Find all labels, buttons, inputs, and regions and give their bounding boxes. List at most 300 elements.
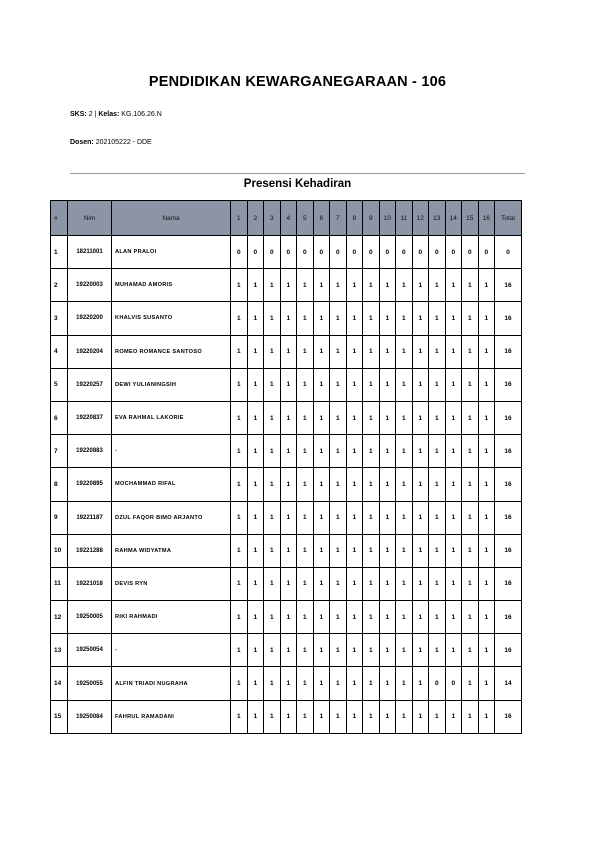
attendance-mark: 1 — [363, 634, 380, 667]
attendance-mark: 1 — [330, 567, 347, 600]
student-nim: 19221288 — [68, 534, 112, 567]
attendance-mark: 0 — [346, 236, 363, 269]
attendance-mark: 0 — [429, 667, 446, 700]
attendance-mark: 1 — [346, 601, 363, 634]
attendance-mark: 1 — [231, 501, 248, 534]
table-row — [51, 269, 522, 302]
column-header: 3 — [264, 201, 281, 236]
student-nim: 19250005 — [68, 601, 112, 634]
attendance-mark: 1 — [280, 269, 297, 302]
attendance-mark: 0 — [247, 236, 264, 269]
attendance-mark: 1 — [297, 468, 314, 501]
attendance-mark: 1 — [231, 368, 248, 401]
attendance-mark: 1 — [313, 601, 330, 634]
attendance-mark: 1 — [297, 700, 314, 733]
attendance-mark: 1 — [264, 269, 281, 302]
attendance-mark: 1 — [297, 634, 314, 667]
attendance-mark: 1 — [264, 468, 281, 501]
attendance-mark: 1 — [313, 269, 330, 302]
attendance-mark: 1 — [445, 368, 462, 401]
attendance-mark: 1 — [462, 335, 479, 368]
attendance-mark: 1 — [330, 601, 347, 634]
attendance-mark: 1 — [346, 667, 363, 700]
attendance-mark: 1 — [330, 468, 347, 501]
attendance-mark: 1 — [280, 667, 297, 700]
attendance-total: 16 — [495, 302, 522, 335]
attendance-mark: 1 — [330, 269, 347, 302]
attendance-mark: 1 — [379, 534, 396, 567]
table-row — [51, 335, 522, 368]
row-number: 13 — [51, 634, 68, 667]
student-name: ALAN PRALOI — [112, 236, 231, 269]
attendance-mark: 1 — [280, 601, 297, 634]
attendance-mark: 1 — [231, 700, 248, 733]
attendance-mark: 1 — [264, 335, 281, 368]
attendance-mark: 1 — [247, 501, 264, 534]
student-nim: 19221187 — [68, 501, 112, 534]
attendance-mark: 1 — [445, 501, 462, 534]
attendance-mark: 1 — [462, 401, 479, 434]
attendance-mark: 1 — [313, 700, 330, 733]
attendance-total: 16 — [495, 634, 522, 667]
attendance-mark: 1 — [412, 302, 429, 335]
attendance-mark: 1 — [280, 634, 297, 667]
attendance-mark: 1 — [462, 269, 479, 302]
column-header: 10 — [379, 201, 396, 236]
attendance-mark: 1 — [379, 302, 396, 335]
attendance-mark: 1 — [412, 401, 429, 434]
attendance-mark: 1 — [346, 269, 363, 302]
attendance-mark: 1 — [462, 634, 479, 667]
attendance-mark: 1 — [313, 534, 330, 567]
table-row — [51, 236, 522, 269]
student-nim: 19250084 — [68, 700, 112, 733]
attendance-mark: 1 — [462, 501, 479, 534]
attendance-mark: 1 — [379, 401, 396, 434]
attendance-mark: 0 — [313, 236, 330, 269]
attendance-total: 16 — [495, 567, 522, 600]
attendance-mark: 1 — [412, 435, 429, 468]
attendance-mark: 1 — [330, 534, 347, 567]
attendance-mark: 1 — [313, 667, 330, 700]
attendance-mark: 1 — [313, 368, 330, 401]
attendance-mark: 1 — [346, 335, 363, 368]
column-header: Total — [495, 201, 522, 236]
attendance-mark: 1 — [280, 700, 297, 733]
attendance-mark: 0 — [445, 236, 462, 269]
column-header: # — [51, 201, 68, 236]
row-number: 3 — [51, 302, 68, 335]
student-name: - — [112, 435, 231, 468]
attendance-mark: 1 — [462, 302, 479, 335]
attendance-mark: 1 — [412, 368, 429, 401]
attendance-mark: 1 — [297, 401, 314, 434]
attendance-mark: 1 — [445, 335, 462, 368]
attendance-mark: 1 — [429, 269, 446, 302]
attendance-mark: 1 — [346, 468, 363, 501]
attendance-total: 16 — [495, 435, 522, 468]
student-name: ROMEO ROMANCE SANTOSO — [112, 335, 231, 368]
column-header: 7 — [330, 201, 347, 236]
attendance-mark: 1 — [429, 700, 446, 733]
attendance-mark: 1 — [330, 435, 347, 468]
attendance-mark: 1 — [313, 567, 330, 600]
attendance-mark: 1 — [247, 634, 264, 667]
student-name: MUHAMAD AMORIS — [112, 269, 231, 302]
student-name: RIKI RAHMADI — [112, 601, 231, 634]
attendance-mark: 1 — [346, 534, 363, 567]
row-number: 11 — [51, 567, 68, 600]
attendance-mark: 1 — [379, 667, 396, 700]
attendance-mark: 1 — [462, 601, 479, 634]
attendance-mark: 1 — [330, 302, 347, 335]
attendance-mark: 1 — [297, 501, 314, 534]
kelas-value: KG.106.26.N — [121, 111, 162, 118]
attendance-mark: 1 — [396, 534, 413, 567]
attendance-mark: 1 — [264, 634, 281, 667]
attendance-mark: 1 — [445, 534, 462, 567]
attendance-mark: 1 — [363, 368, 380, 401]
attendance-mark: 1 — [478, 401, 495, 434]
column-header: 1 — [231, 201, 248, 236]
table-header-row — [51, 201, 522, 236]
student-nim: 18211001 — [68, 236, 112, 269]
attendance-mark: 1 — [396, 567, 413, 600]
attendance-total: 16 — [495, 368, 522, 401]
attendance-mark: 1 — [247, 401, 264, 434]
sks-value: 2 — [88, 111, 93, 118]
attendance-total: 16 — [495, 468, 522, 501]
attendance-total: 16 — [495, 401, 522, 434]
student-name: KHALVIS SUSANTO — [112, 302, 231, 335]
attendance-mark: 1 — [247, 269, 264, 302]
attendance-mark: 1 — [297, 335, 314, 368]
student-name: ALFIN TRIADI NUGRAHA — [112, 667, 231, 700]
attendance-mark: 1 — [363, 667, 380, 700]
attendance-mark: 1 — [429, 335, 446, 368]
attendance-mark: 1 — [396, 700, 413, 733]
attendance-mark: 1 — [330, 335, 347, 368]
attendance-mark: 1 — [363, 335, 380, 368]
student-nim: 19250055 — [68, 667, 112, 700]
row-number: 12 — [51, 601, 68, 634]
attendance-mark: 1 — [231, 601, 248, 634]
table-row — [51, 401, 522, 434]
attendance-mark: 1 — [379, 567, 396, 600]
attendance-mark: 1 — [429, 634, 446, 667]
attendance-mark: 1 — [330, 501, 347, 534]
attendance-mark: 1 — [462, 368, 479, 401]
attendance-mark: 1 — [346, 700, 363, 733]
row-number: 6 — [51, 401, 68, 434]
row-number: 8 — [51, 468, 68, 501]
attendance-total: 16 — [495, 700, 522, 733]
attendance-mark: 1 — [396, 468, 413, 501]
attendance-mark: 1 — [478, 601, 495, 634]
attendance-mark: 1 — [379, 368, 396, 401]
attendance-mark: 1 — [346, 567, 363, 600]
attendance-mark: 1 — [231, 567, 248, 600]
attendance-mark: 1 — [264, 601, 281, 634]
attendance-mark: 1 — [264, 401, 281, 434]
attendance-mark: 0 — [379, 236, 396, 269]
page-title: PENDIDIKAN KEWARGANEGARAAN - 106 — [148, 74, 447, 90]
attendance-mark: 1 — [445, 401, 462, 434]
table-row — [51, 468, 522, 501]
attendance-mark: 1 — [231, 667, 248, 700]
student-nim: 19220003 — [68, 269, 112, 302]
column-header: 2 — [247, 201, 264, 236]
row-number: 10 — [51, 534, 68, 567]
column-header: 15 — [462, 201, 479, 236]
student-name: - — [112, 634, 231, 667]
table-row — [51, 435, 522, 468]
attendance-mark: 1 — [412, 501, 429, 534]
column-header: 11 — [396, 201, 413, 236]
column-header: 8 — [346, 201, 363, 236]
attendance-mark: 1 — [280, 401, 297, 434]
attendance-mark: 1 — [462, 567, 479, 600]
attendance-mark: 1 — [280, 368, 297, 401]
attendance-mark: 1 — [478, 302, 495, 335]
attendance-mark: 1 — [379, 501, 396, 534]
attendance-mark: 1 — [231, 302, 248, 335]
attendance-mark: 1 — [346, 501, 363, 534]
attendance-mark: 0 — [231, 236, 248, 269]
attendance-mark: 1 — [445, 435, 462, 468]
attendance-mark: 1 — [478, 534, 495, 567]
attendance-mark: 1 — [247, 667, 264, 700]
attendance-mark: 1 — [379, 435, 396, 468]
attendance-mark: 0 — [412, 236, 429, 269]
table-row — [51, 634, 522, 667]
attendance-mark: 1 — [412, 534, 429, 567]
attendance-mark: 1 — [313, 302, 330, 335]
attendance-mark: 1 — [429, 501, 446, 534]
attendance-mark: 1 — [247, 534, 264, 567]
student-nim: 19220200 — [68, 302, 112, 335]
attendance-mark: 1 — [297, 601, 314, 634]
attendance-mark: 1 — [412, 634, 429, 667]
attendance-mark: 1 — [478, 335, 495, 368]
meta-separator: | — [94, 111, 97, 118]
attendance-mark: 1 — [396, 435, 413, 468]
attendance-mark: 1 — [280, 567, 297, 600]
attendance-total: 16 — [495, 335, 522, 368]
attendance-mark: 0 — [429, 236, 446, 269]
column-header: 4 — [280, 201, 297, 236]
student-nim: 19220895 — [68, 468, 112, 501]
attendance-mark: 1 — [379, 601, 396, 634]
attendance-mark: 1 — [297, 667, 314, 700]
attendance-mark: 0 — [330, 236, 347, 269]
attendance-mark: 1 — [445, 269, 462, 302]
attendance-mark: 1 — [429, 534, 446, 567]
attendance-mark: 1 — [330, 700, 347, 733]
attendance-mark: 1 — [264, 501, 281, 534]
attendance-mark: 1 — [478, 567, 495, 600]
student-nim: 19220837 — [68, 401, 112, 434]
attendance-mark: 1 — [231, 534, 248, 567]
student-nim: 19220883 — [68, 435, 112, 468]
row-number: 14 — [51, 667, 68, 700]
attendance-mark: 1 — [379, 468, 396, 501]
attendance-mark: 1 — [478, 269, 495, 302]
student-nim: 19220257 — [68, 368, 112, 401]
attendance-mark: 1 — [264, 435, 281, 468]
attendance-mark: 1 — [363, 435, 380, 468]
column-header: 5 — [297, 201, 314, 236]
attendance-mark: 1 — [429, 468, 446, 501]
attendance-mark: 1 — [363, 401, 380, 434]
attendance-mark: 1 — [429, 368, 446, 401]
attendance-mark: 1 — [313, 335, 330, 368]
row-number: 2 — [51, 269, 68, 302]
table-row — [51, 302, 522, 335]
section-title: Presensi Kehadiran — [243, 178, 352, 190]
table-row — [51, 534, 522, 567]
sks-label: SKS: — [70, 111, 87, 118]
kelas-label: Kelas: — [98, 111, 120, 118]
attendance-mark: 1 — [247, 435, 264, 468]
attendance-mark: 1 — [280, 468, 297, 501]
attendance-mark: 1 — [297, 269, 314, 302]
attendance-mark: 1 — [280, 335, 297, 368]
attendance-mark: 1 — [478, 468, 495, 501]
attendance-mark: 1 — [330, 401, 347, 434]
attendance-mark: 1 — [412, 269, 429, 302]
attendance-mark: 1 — [247, 601, 264, 634]
attendance-mark: 1 — [478, 501, 495, 534]
attendance-mark: 1 — [462, 700, 479, 733]
attendance-mark: 0 — [478, 236, 495, 269]
attendance-mark: 1 — [396, 335, 413, 368]
attendance-mark: 1 — [363, 302, 380, 335]
attendance-mark: 1 — [379, 634, 396, 667]
attendance-mark: 1 — [231, 269, 248, 302]
attendance-mark: 1 — [363, 501, 380, 534]
attendance-mark: 1 — [478, 667, 495, 700]
attendance-total: 16 — [495, 269, 522, 302]
column-header: 9 — [363, 201, 380, 236]
attendance-mark: 1 — [247, 302, 264, 335]
row-number: 4 — [51, 335, 68, 368]
attendance-mark: 1 — [429, 302, 446, 335]
student-name: DZUL FAQOR BIMO ARJANTO — [112, 501, 231, 534]
attendance-mark: 1 — [363, 269, 380, 302]
attendance-mark: 1 — [313, 435, 330, 468]
column-header: 6 — [313, 201, 330, 236]
attendance-mark: 1 — [396, 368, 413, 401]
student-nim: 19220204 — [68, 335, 112, 368]
attendance-mark: 1 — [429, 401, 446, 434]
attendance-mark: 1 — [330, 634, 347, 667]
attendance-mark: 1 — [264, 700, 281, 733]
column-header: Nim — [68, 201, 112, 236]
attendance-mark: 0 — [280, 236, 297, 269]
attendance-mark: 1 — [363, 700, 380, 733]
attendance-mark: 1 — [445, 700, 462, 733]
attendance-mark: 1 — [363, 567, 380, 600]
table-row — [51, 667, 522, 700]
attendance-mark: 1 — [231, 335, 248, 368]
attendance-mark: 1 — [264, 567, 281, 600]
attendance-mark: 1 — [379, 335, 396, 368]
student-name: FAHRUL RAMADANI — [112, 700, 231, 733]
attendance-total: 16 — [495, 534, 522, 567]
attendance-mark: 1 — [478, 634, 495, 667]
table-row — [51, 601, 522, 634]
attendance-mark: 1 — [297, 435, 314, 468]
column-header: 13 — [429, 201, 446, 236]
student-name: DEVIS RYN — [112, 567, 231, 600]
attendance-mark: 1 — [280, 501, 297, 534]
attendance-mark: 1 — [297, 534, 314, 567]
student-name: RAHMA WIDYATMA — [112, 534, 231, 567]
attendance-mark: 1 — [445, 302, 462, 335]
attendance-mark: 1 — [412, 335, 429, 368]
attendance-mark: 1 — [231, 468, 248, 501]
attendance-mark: 1 — [396, 601, 413, 634]
attendance-mark: 1 — [264, 368, 281, 401]
attendance-mark: 1 — [412, 667, 429, 700]
student-nim: 19221018 — [68, 567, 112, 600]
dosen-label: Dosen: — [70, 139, 94, 146]
column-header: 16 — [478, 201, 495, 236]
attendance-mark: 1 — [346, 401, 363, 434]
table-row — [51, 567, 522, 600]
attendance-mark: 1 — [264, 302, 281, 335]
column-header: 12 — [412, 201, 429, 236]
attendance-mark: 1 — [247, 700, 264, 733]
row-number: 1 — [51, 236, 68, 269]
attendance-total: 16 — [495, 501, 522, 534]
divider — [70, 173, 525, 174]
attendance-mark: 1 — [429, 567, 446, 600]
attendance-mark: 1 — [247, 368, 264, 401]
row-number: 5 — [51, 368, 68, 401]
attendance-mark: 1 — [445, 468, 462, 501]
attendance-mark: 1 — [297, 368, 314, 401]
attendance-mark: 1 — [297, 567, 314, 600]
attendance-mark: 1 — [231, 435, 248, 468]
attendance-mark: 0 — [363, 236, 380, 269]
dosen-line — [70, 139, 152, 146]
attendance-mark: 1 — [346, 302, 363, 335]
dosen-value: 202105222 - DDE — [95, 139, 152, 146]
attendance-mark: 1 — [313, 634, 330, 667]
attendance-mark: 0 — [445, 667, 462, 700]
attendance-mark: 1 — [313, 401, 330, 434]
attendance-mark: 1 — [330, 667, 347, 700]
attendance-mark: 1 — [247, 468, 264, 501]
attendance-mark: 1 — [313, 501, 330, 534]
attendance-mark: 1 — [379, 269, 396, 302]
student-nim: 19250054 — [68, 634, 112, 667]
attendance-mark: 0 — [462, 236, 479, 269]
attendance-mark: 1 — [462, 435, 479, 468]
attendance-total: 0 — [495, 236, 522, 269]
column-header: Nama — [112, 201, 231, 236]
attendance-mark: 1 — [445, 601, 462, 634]
attendance-mark: 1 — [462, 468, 479, 501]
attendance-total: 14 — [495, 667, 522, 700]
attendance-mark: 1 — [412, 601, 429, 634]
row-number: 9 — [51, 501, 68, 534]
attendance-mark: 1 — [445, 567, 462, 600]
attendance-mark: 1 — [231, 401, 248, 434]
attendance-mark: 1 — [396, 401, 413, 434]
